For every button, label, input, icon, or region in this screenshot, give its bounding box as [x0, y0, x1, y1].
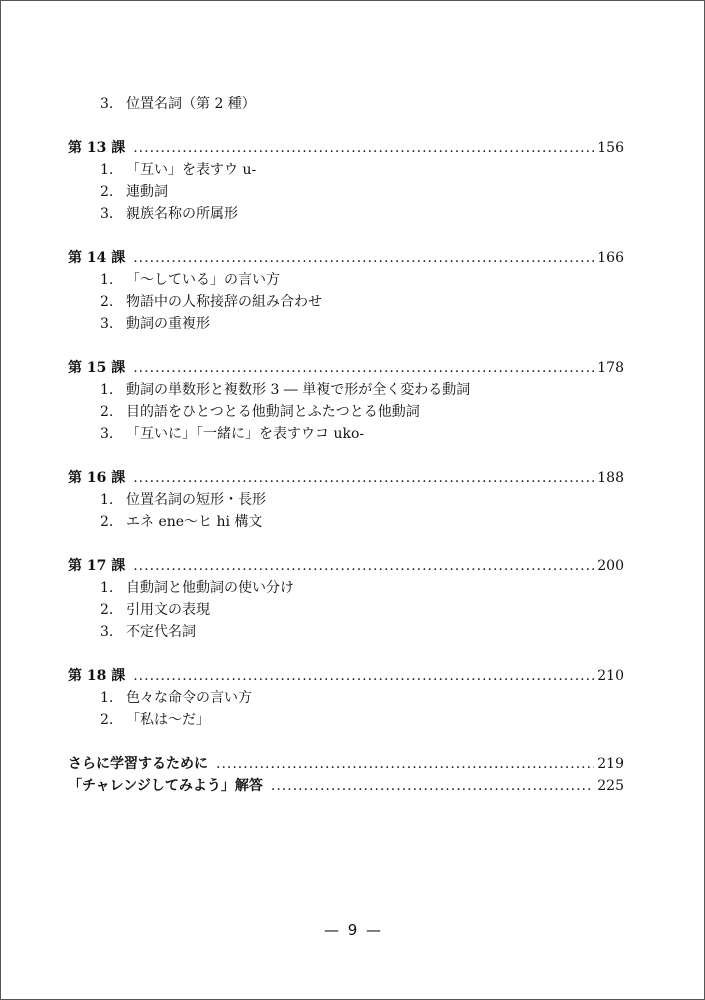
toc-section-entry: [68, 159, 624, 181]
toc-section-entry: [68, 203, 624, 225]
section-number: 2.: [100, 404, 114, 420]
chapter-page-number: 200: [597, 558, 624, 574]
chapter-page-number: 188: [597, 470, 624, 486]
chapter-title: 第 17 課: [68, 558, 126, 574]
section-title: 「互いに」「一緒に」を表すウコ uko-: [126, 426, 365, 442]
page-number: — 9 —: [323, 921, 384, 939]
section-number: 1.: [100, 580, 114, 596]
toc-chapter-entry: [68, 467, 624, 489]
section-number: 1.: [100, 382, 114, 398]
toc-section-entry: [68, 511, 624, 533]
toc-section-entry: [68, 401, 624, 423]
toc-section-entry: [68, 709, 624, 731]
dot-leader: [133, 665, 594, 687]
toc-section-entry: [68, 181, 624, 203]
section-title: 「互い」を表すウ u-: [126, 162, 257, 178]
chapter-page-number: 210: [597, 668, 624, 684]
toc-chapter-entry: [68, 775, 624, 797]
section-number: 3.: [100, 96, 114, 112]
chapter-title: さらに学習するために: [68, 756, 208, 772]
chapter-page-number: 219: [597, 756, 624, 772]
toc-spacer: [68, 115, 624, 137]
toc-section-entry: [68, 577, 624, 599]
toc-section-entry: [68, 687, 624, 709]
dot-leader: [133, 555, 594, 577]
section-number: 1.: [100, 162, 114, 178]
section-number: 3.: [100, 624, 114, 640]
section-number: 2.: [100, 712, 114, 728]
section-title: 目的語をひとつとる他動詞とふたつとる他動詞: [126, 404, 420, 420]
toc-section-entry: [68, 423, 624, 445]
toc-chapter-entry: [68, 555, 624, 577]
section-number: 1.: [100, 272, 114, 288]
chapter-title: 第 13 課: [68, 140, 126, 156]
section-number: 2.: [100, 514, 114, 530]
chapter-page-number: 166: [597, 250, 624, 266]
chapter-title: 「チャレンジしてみよう」解答: [68, 778, 263, 794]
toc-section-entry: [68, 313, 624, 335]
toc-chapter-entry: [68, 753, 624, 775]
toc-spacer: [68, 643, 624, 665]
toc-chapter-entry: [68, 665, 624, 687]
toc-section-entry: [68, 93, 624, 115]
section-number: 1.: [100, 690, 114, 706]
chapter-title: 第 16 課: [68, 470, 126, 486]
section-title: 動詞の単数形と複数形 3 ― 単複で形が全く変わる動詞: [126, 382, 471, 398]
toc-spacer: [68, 533, 624, 555]
table-of-contents: [68, 93, 624, 797]
section-title: 物語中の人称接辞の組み合わせ: [126, 294, 322, 310]
section-title: 連動詞: [126, 184, 168, 200]
toc-chapter-entry: [68, 247, 624, 269]
section-title: 引用文の表現: [126, 602, 210, 618]
section-number: 3.: [100, 316, 114, 332]
dot-leader: [271, 775, 594, 797]
section-title: エネ ene〜ヒ hi 構文: [126, 514, 263, 530]
chapter-page-number: 156: [597, 140, 624, 156]
section-number: 3.: [100, 426, 114, 442]
chapter-title: 第 14 課: [68, 250, 126, 266]
dot-leader: [133, 137, 594, 159]
section-number: 1.: [100, 492, 114, 508]
toc-chapter-entry: [68, 357, 624, 379]
section-title: 位置名詞の短形・長形: [126, 492, 266, 508]
dot-leader: [133, 357, 594, 379]
dot-leader: [216, 753, 594, 775]
dot-leader: [133, 247, 594, 269]
section-title: 不定代名詞: [126, 624, 196, 640]
chapter-title: 第 15 課: [68, 360, 126, 376]
toc-spacer: [68, 731, 624, 753]
section-title: 動詞の重複形: [126, 316, 210, 332]
section-number: 2.: [100, 294, 114, 310]
section-title: 位置名詞（第 2 種）: [126, 96, 256, 112]
chapter-page-number: 225: [597, 778, 624, 794]
chapter-page-number: 178: [597, 360, 624, 376]
toc-chapter-entry: [68, 137, 624, 159]
toc-section-entry: [68, 599, 624, 621]
toc-section-entry: [68, 621, 624, 643]
chapter-title: 第 18 課: [68, 668, 126, 684]
toc-section-entry: [68, 291, 624, 313]
toc-spacer: [68, 225, 624, 247]
section-title: 親族名称の所属形: [126, 206, 238, 222]
toc-section-entry: [68, 489, 624, 511]
toc-spacer: [68, 445, 624, 467]
section-number: 2.: [100, 184, 114, 200]
section-number: 2.: [100, 602, 114, 618]
toc-spacer: [68, 335, 624, 357]
section-title: 「〜している」の言い方: [126, 272, 280, 288]
section-title: 色々な命令の言い方: [126, 690, 252, 706]
dot-leader: [133, 467, 594, 489]
section-title: 自動詞と他動詞の使い分け: [126, 580, 294, 596]
section-title: 「私は〜だ」: [126, 712, 210, 728]
toc-section-entry: [68, 269, 624, 291]
section-number: 3.: [100, 206, 114, 222]
toc-section-entry: [68, 379, 624, 401]
